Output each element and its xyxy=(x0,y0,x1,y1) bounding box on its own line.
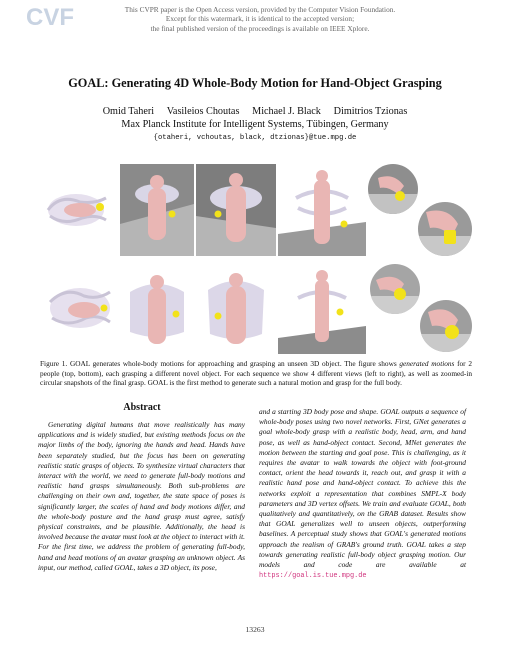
page-number: 13263 xyxy=(245,625,265,634)
watermark-line: This CVPR paper is the Open Access version, provided by the Computer Vision Foundation. xyxy=(124,5,396,14)
caption-emphasis: generated motions xyxy=(399,359,455,368)
affiliation: Max Planck Institute for Intelligent Systems, Tübingen, Germany xyxy=(121,119,389,130)
figure-zoom-bottom-2 xyxy=(420,300,472,352)
abstract-paragraph-left: Generating digital humans that move realistically has many applications and is widely studied, but existing methods focus on the major limbs of the body, ignoring the hands and head. Hands have been separately studied, but the focus has been on generating realistic static grasps of objects. To synthesize virtual characters that interact with the world, we need to generate full-body motions and realistic hand grasps simultaneously. Both sub-problems are challenging on their own and, together, the state space of poses is significantly larger, the scales of hand and body motions differ, and the whole-body posture and the hand grasp must agree, satisfy physical constraints, and be plausible. Additionally, the head is involved because the avatar must look at the object to interact with it. For the first time, we address the problem of generating full-body, hand and head motions of an avatar grasping an unknown object. As input, our method, called GOAL, takes a 3D object, its pose, xyxy=(38,420,245,572)
abstract-paragraph-right xyxy=(259,407,466,581)
figure-zoom-top-2 xyxy=(418,202,472,256)
watermark-line: Except for this watermark, it is identical to the accepted version; xyxy=(165,14,355,24)
caption-rest: for 2 people (top, bottom), each grasping a different novel object. For each sequence we show 4 different views (left to right), as well as zoomed-in circular snapshots of the final grasp. GOAL is the first method to generate such a natural motion and grasp for the full body. xyxy=(40,359,472,388)
abstract-heading: Abstract xyxy=(123,402,161,413)
cvf-logo-text: CVF xyxy=(26,4,74,29)
figure-caption xyxy=(40,359,472,388)
abstract-right-column xyxy=(259,407,466,581)
project-url-link[interactable]: https://goal.is.tue.mpg.de xyxy=(259,572,367,581)
figure-zoom-top-1 xyxy=(368,164,418,214)
caption-lead: Figure 1. GOAL generates whole-body motions for approaching and grasping an unseen 3D object. The figure shows xyxy=(40,359,400,368)
figure-1 xyxy=(40,164,472,354)
watermark-line: the final published version of the proceedings is available on IEEE Xplore. xyxy=(150,23,370,33)
figure-panel-bottom-view-4 xyxy=(278,262,366,354)
abstract-right-text: and a starting 3D body pose and shape. GOAL outputs a sequence of whole-body poses using two novel networks. First, GNet generates a goal whole-body grasp with a realistic body, head, arm, and hand pose, as well as hand-object contact. Second, MNet generates the motion between the starting and goal pose. This is challenging, as it requires the avatar to walk towards the object with foot-ground contact, orient the head towards it, reach out, and grasp it with a realistic hand pose and hand-object contact. To achieve this the networks exploit a representation that combines SMPL-X body parameters and 3D vertex offsets. We train and evaluate GOAL, both qualitatively and quantitatively, on the GRAB dataset. Results show that GOAL generalizes well to unseen objects, outperforming baselines. A perceptual study shows that GOAL's generated motions approach the realism of GRAB's ground truth. GOAL takes a step towards generating realistic full-body object grasping motion. Our models and code are available at xyxy=(259,407,466,570)
figure-panel-top-view-4 xyxy=(278,164,366,256)
figure-panel-top-view-2 xyxy=(120,164,194,256)
author-emails: {otaheri, vchoutas, black, dtzionas}@tue.mpg.de xyxy=(153,134,357,142)
figure-panel-bottom-view-1 xyxy=(40,262,118,354)
figure-panel-top-view-3 xyxy=(196,164,276,256)
abstract-left-column xyxy=(38,420,245,573)
open-access-watermark xyxy=(60,5,460,33)
figure-panel-bottom-view-3 xyxy=(196,262,276,354)
paper-title: GOAL: Generating 4D Whole-Body Motion for Hand-Object Grasping xyxy=(68,76,442,90)
figure-panel-bottom-view-2 xyxy=(120,262,194,354)
figure-zoom-bottom-1 xyxy=(370,264,420,314)
figure-panel-top-view-1 xyxy=(40,164,118,256)
author-list: Omid Taheri Vasileios Choutas Michael J. Black Dimitrios Tzionas xyxy=(102,106,408,117)
